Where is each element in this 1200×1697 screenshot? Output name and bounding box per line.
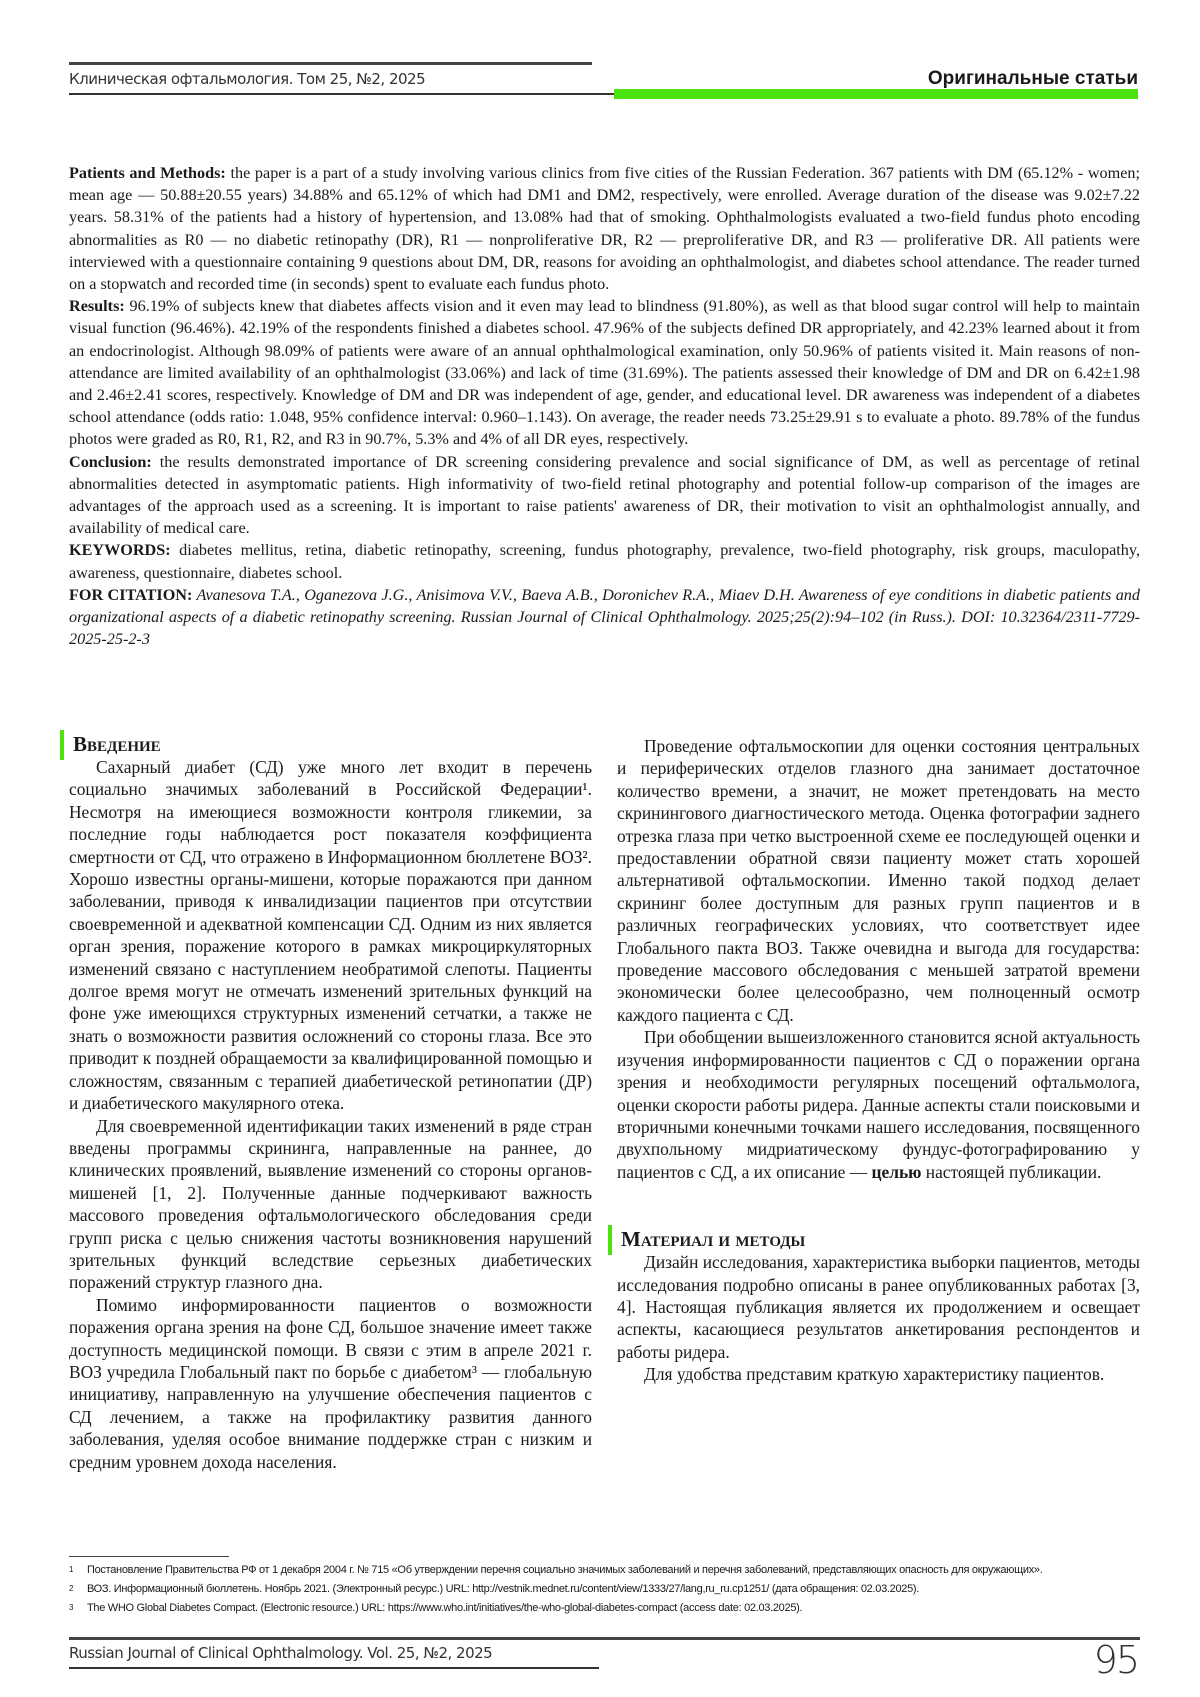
abstract-conclusion — [69, 451, 1140, 540]
heading-introduction: Введение — [69, 732, 592, 756]
paragraph: Дизайн исследования, характеристика выборки пациентов, методы исследования подробно описаны в ранее опубликованных работах [3, 4]. Настоящая публикация является их продолжением и освещает аспекты, касающиеся результатов анкетирования респондентов и работы ридера. — [617, 1251, 1140, 1363]
text-bold: целью — [871, 1162, 921, 1182]
header-rule — [69, 93, 617, 95]
footer-rule — [69, 1667, 599, 1669]
paragraph: Для удобства представим краткую характеристику пациентов. — [617, 1363, 1140, 1385]
abstract-methods — [69, 162, 1140, 295]
abstract — [69, 162, 1140, 650]
text: the paper is a part of a study involving various clinics from five cities of the Russian Federation. 367 patients with DM (65.12% - women; mean age — 50.88±20.55 years) 34.88% and 65.12% of which had DM1 and DM2, respectively, were enrolled. Average duration of the disease was 9.02±7.22 years. 58.31% of the patients had a history of hypertension, and 13.08% had that of smoking. Ophthalmologists evaluated a two-field fundus photo encoding abnormalities as R0 — no diabetic retinopathy (DR), R1 — nonproliferative DR, R2 — preproliferative DR, and R3 — proliferative DR. All patients were interviewed with a questionnaire containing 9 questions about DM, DR, reasons for avoiding an ophthalmologist, and diabetes school attendance. The reader turned on a stopwatch and recorded time (in seconds) spent to evaluate each fundus photo. — [69, 164, 1140, 293]
section-accent-bar — [614, 89, 1138, 99]
column-left — [69, 728, 592, 1473]
paragraph: Помимо информированности пациентов о возможности поражения органа зрения на фоне СД, большое значение имеет также доступность медицинской помощи. В связи с этим в апреле 2021 г. ВОЗ учредила Глобальный пакт по борьбе с диабетом³ — глобальную инициативу, направленную на улучшение обеспечения пациентов с СД лечением, а также на профилактику развития данного заболевания, уделяя особое внимание поддержке стран с низким и средним уровнем дохода населения. — [69, 1294, 592, 1473]
footnote — [69, 1601, 1149, 1615]
label: Conclusion: — [69, 453, 152, 471]
paragraph: Сахарный диабет (СД) уже много лет входит в перечень социально значимых заболеваний в Российской Федерации¹. Несмотря на имеющиеся возможности контроля гликемии, за последние годы наблюдается рост показателя коэффициента смертности от СД, что отражено в Информационном бюллетене ВОЗ². Хорошо известны органы-мишени, которые поражаются при данном заболевании, приводя к инвалидизации пациентов при отсутствии своевременной и адекватной компенсации СД. Одним из них является орган зрения, поражение которого в рамках микроциркуляторных изменений связано с наступлением необратимой слепоты. Пациенты долгое время могут не отмечать изменений зрительных функций на фоне уже имеющихся структурных изменений сетчатки, а также не знать о возможности развития осложнений со стороны глаза. Все это приводит к поздней обращаемости за квалифицированной помощью и сложностям, связанным с терапией диабетической ретинопатии (ДР) и диабетического макулярного отека. — [69, 756, 592, 1115]
abstract-results — [69, 295, 1140, 450]
footnote — [69, 1563, 1149, 1577]
text: diabetes mellitus, retina, diabetic retinopathy, screening, fundus photography, prevalence, two-field photography, risk groups, maculopathy, awareness, questionnaire, diabetes school. — [69, 541, 1140, 581]
footnote-text: The WHO Global Diabetes Compact. (Electronic resource.) URL: https://www.who.int/initiatives/the-who-global-diabetes-compact (access date: 02.03.2025). — [87, 1602, 802, 1614]
footer-rule — [69, 1637, 1140, 1640]
abstract-keywords — [69, 539, 1140, 583]
footnote-text: ВОЗ. Информационный бюллетень. Ноябрь 2021. (Электронный ресурс.) URL: http://vestnik.mednet.ru/content/view/1333/27/lang,ru_ru.cp1251/ (дата обращения: 02.03.2025). — [87, 1583, 919, 1595]
label: Results: — [69, 297, 125, 315]
footnote-text: Постановление Правительства РФ от 1 декабря 2004 г. № 715 «Об утверждении перечня социально значимых заболеваний и перечня заболеваний, представляющих опасность для окружающих». — [87, 1564, 1042, 1576]
abstract-citation — [69, 584, 1140, 651]
footnote-number: 2 — [69, 1582, 73, 1596]
heading-methods: Материал и методы — [617, 1227, 1140, 1251]
running-head-section: Оригинальные статьи — [928, 68, 1138, 90]
footnote-number: 1 — [69, 1563, 73, 1577]
paragraph — [617, 1026, 1140, 1183]
header-rule — [69, 62, 592, 65]
column-right — [617, 735, 1140, 1386]
text: Avanesova T.A., Oganezova J.G., Anisimova V.V., Baeva A.B., Doronichev R.A., Miaev D.H. Awareness of eye conditions in diabetic patients and organizational aspects of a diabetic retinopathy screening. Russian Journal of Clinical Ophthalmology. 2025;25(2):94–102 (in Russ.). DOI: 10.32364/2311-7729-2025-25-2-3 — [69, 586, 1140, 648]
page-number: 95 — [1094, 1638, 1138, 1682]
text: 96.19% of subjects knew that diabetes affects vision and it even may lead to blindness (91.80%), as well as that blood sugar control will help to maintain visual function (96.46%). 42.19% of the respondents finished a diabetes school. 47.96% of the subjects defined DR appropriately, and 42.23% learned about it from an endocrinologist. Although 98.09% of patients were aware of an annual ophthalmological examination, only 50.96% of patients visited it. Main reasons of non-attendance are limited availability of an ophthalmologist (33.06%) and lack of time (31.69%). The patients assessed their knowledge of DM and DR on 6.42±1.98 and 2.46±2.41 scores, respectively. Knowledge of DM and DR was independent of age, gender, and educational level. DR awareness was independent of a diabetes school attendance (odds ratio: 1.048, 95% confidence interval: 0.960–1.143). On average, the reader needs 73.25±29.91 s to evaluate a photo. 89.78% of the fundus photos were graded as R0, R1, R2, and R3 in 90.7%, 5.3% and 4% of all DR eyes, respectively. — [69, 297, 1140, 448]
footnote-number: 3 — [69, 1601, 73, 1615]
label: KEYWORDS: — [69, 541, 171, 559]
footnote — [69, 1582, 1149, 1596]
footnote-rule — [69, 1556, 229, 1557]
footer-journal: Russian Journal of Clinical Ophthalmology. Vol. 25, №2, 2025 — [69, 1644, 492, 1662]
text: При обобщении вышеизложенного становится ясной актуальность изучения информированности пациентов с СД о поражении органа зрения и необходимости регулярных посещений офтальмолога, оценки скорости работы ридера. Данные аспекты стали поисковыми и вторичными конечными точками нашего исследования, посвященного двухпольному мидриатическому фундус-фотографированию у пациентов с СД, а их описание — — [617, 1027, 1140, 1181]
paragraph: Для своевременной идентификации таких изменений в ряде стран введены программы скрининга, направленные на раннее, до клинических проявлений, выявление изменений со стороны органов-мишеней [1, 2]. Полученные данные подчеркивают важность массового проведения офтальмологического обследования среди групп риска с целью снижения частоты возникновения нарушений зрительных функций вследствие серьезных диабетических поражений структур глазного дна. — [69, 1115, 592, 1294]
text: настоящей публикации. — [921, 1162, 1101, 1182]
label: FOR CITATION: — [69, 586, 192, 604]
text: the results demonstrated importance of DR screening considering prevalence and social significance of DM, as well as percentage of retinal abnormalities detected in asymptomatic patients. High informativity of two-field retinal photography and potential follow-up comparison of the images are advantages of the approach used as a screening. It is important to raise patients' awareness of DR, their motivation to visit an ophthalmologist annually, and availability of medical care. — [69, 453, 1140, 538]
label: Patients and Methods: — [69, 164, 226, 182]
running-head-journal: Клиническая офтальмология. Том 25, №2, 2025 — [69, 70, 425, 88]
paragraph: Проведение офтальмоскопии для оценки состояния центральных и периферических отделов глазного дна занимает достаточное количество времени, а значит, не может претендовать на место скринингового диагностического метода. Оценка фотографии заднего отрезка глаза при четко выстроенной схеме ее последующей оценки и предоставлении обратной связи пациенту может стать хорошей альтернативой офтальмоскопии. Именно такой подход делает скрининг более доступным для разных групп пациентов и в различных географических условиях, что соответствует идее Глобального пакта ВОЗ. Также очевидна и выгода для государства: проведение массового обследования с меньшей затратой времени экономически более целесообразно, чем полноценный осмотр каждого пациента с СД. — [617, 735, 1140, 1026]
